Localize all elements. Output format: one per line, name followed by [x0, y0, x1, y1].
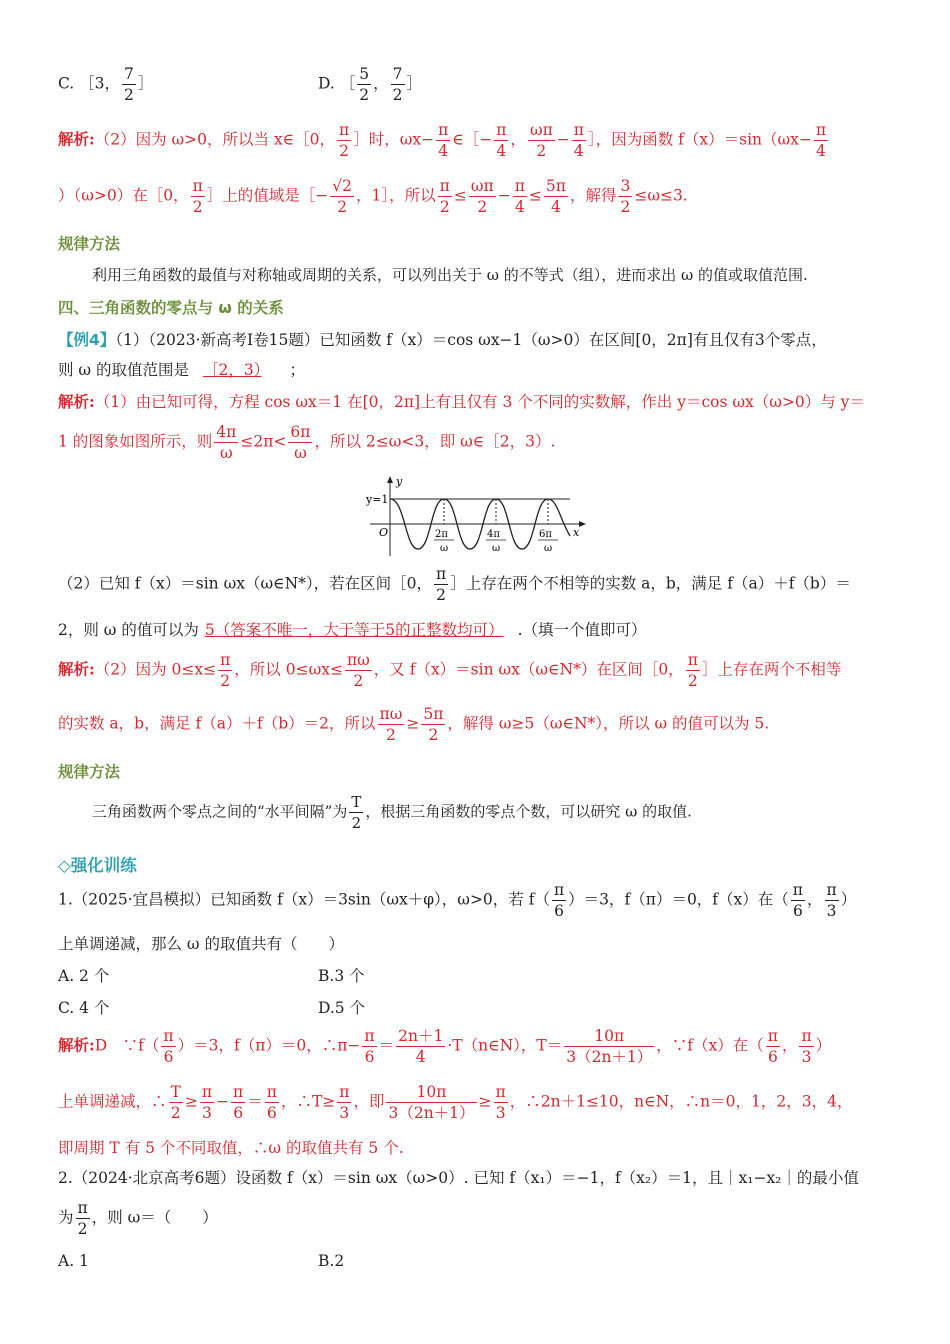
question-2-line2: 为 $\frac{\pi}{2}$ ，则 ω＝（ ）: [58, 1199, 218, 1238]
cosine-graph: [360, 474, 590, 558]
graph-tick-den: ω: [492, 543, 501, 554]
graph-tick-2pi: 2π: [435, 529, 448, 540]
graph-tick-4pi: 4π: [487, 529, 500, 540]
question-1-line2: 上单调递减，那么 ω 的取值共有（ ）: [58, 935, 344, 953]
example-4-part2-line1: （2）已知 f（x）＝sin ωx（ω∈N*），若在区间［0， $\frac{\pi}{2}$ ］上存在两个不相等的实数 a，b，满足 f（a）＋f（b）＝: [58, 565, 851, 604]
rule-title-2: 规律方法: [58, 763, 121, 781]
q1-solution-line2: 上单调递减，∴ $\frac{T}{2}$ ≥ $\frac{\pi}{3}$ − $\frac{\pi}{6}$ ＝ $\frac{\pi}{6}$ ，∴T≥ $\frac{\pi}{3}$ ，即 $\frac{10\pi}{3(2n+1)}$ ≥ $\frac{\pi}{3}$ ，∴2n＋1≤10，n∈N，∴n＝0，1，2，3，4，: [58, 1083, 853, 1122]
rule-text-2: 三角函数两个零点之间的“水平间隔”为 $\frac{T}{2}$ ，根据三角函数的零点个数，可以研究 ω 的取值.: [92, 793, 692, 832]
answer-blank: ［2，3）: [203, 361, 262, 379]
graph-x-label: x: [573, 526, 580, 539]
training-heading: ◇强化训练: [58, 856, 137, 875]
graph-y-label: y: [396, 475, 403, 488]
q1-solution-line3: 即周期 T 有 5 个不同取值，∴ω 的取值共有 5 个.: [58, 1139, 404, 1157]
q2-option-b[interactable]: B.2: [318, 1252, 345, 1270]
graph-y1-label: y=1: [366, 493, 389, 506]
example-4-line2: 则 ω 的取值范围是 ［2，3） ；: [58, 361, 305, 379]
graph-tick-den: ω: [440, 543, 449, 554]
q1-option-b[interactable]: B.3 个: [318, 967, 365, 985]
question-1-line1: 1.（2025·宜昌模拟）已知函数 f（x）＝3sin（ωx＋φ），ω>0，若 f（ $\frac{\pi}{6}$ ）＝3，f（π）＝0，f（x）在（ $\frac{\pi}{6}$ ， $\frac{\pi}{3}$ ）: [58, 881, 857, 920]
graph-origin-label: O: [379, 526, 389, 539]
q1-option-a[interactable]: A. 2 个: [58, 967, 110, 985]
graph-tick-den: ω: [544, 543, 553, 554]
example-4-part2-line2: 2，则 ω 的值可以为 5（答案不唯一，大于等于5的正整数均可） .（填一个值即可）: [58, 621, 647, 639]
option-d: D. ［ $\frac{5}{2}$ ， $\frac{7}{2}$ ］: [318, 65, 423, 104]
rule-text-1: 利用三角函数的最值与对称轴或周期的关系，可以列出关于 ω 的不等式（组），进而求出 ω 的值或取值范围.: [92, 266, 808, 284]
graph-tick-6pi: 6π: [539, 529, 552, 540]
section-heading: 四、三角函数的零点与 ω 的关系: [58, 299, 284, 317]
rule-title-1: 规律方法: [58, 235, 121, 253]
q1-option-d[interactable]: D.5 个: [318, 999, 366, 1017]
example-4-line1: 【例4】（1）（2023·新高考Ⅰ卷15题）已知函数 f（x）＝cos ωx−1（ω>0）在区间[0，2π]有且仅有3个零点，: [58, 331, 827, 349]
q1-option-c[interactable]: C. 4 个: [58, 999, 110, 1017]
solution-2-line1: 解析:（2）因为 ω>0，所以当 x∈［0， $\frac{\pi}{2}$ ］时，ωx− $\frac{\pi}{4}$ ∈［− $\frac{\pi}{4}$ ， $\frac{\omega\pi}{2}$ − $\frac{\pi}{4}$ ］，因为函数 f（x）＝sin（ωx− $\frac{\pi}{4}$: [58, 121, 827, 160]
q2-option-a[interactable]: A. 1: [58, 1252, 89, 1270]
answer-blank-2: 5（答案不唯一，大于等于5的正整数均可）: [204, 621, 504, 639]
example-4-part2-solution-line2: 的实数 a，b，满足 f（a）＋f（b）＝2，所以 $\frac{\pi\omega}{2}$ ≥ $\frac{5\pi}{2}$ ，解得 ω≥5（ω∈N*），所以 ω 的值可以为 5.: [58, 705, 770, 744]
example-4-part2-solution-line1: 解析:（2）因为 0≤x≤ $\frac{\pi}{2}$ ，所以 0≤ωx≤ $\frac{\pi\omega}{2}$ ，又 f（x）＝sin ωx（ω∈N*）在区间［0， $\frac{\pi}{2}$ ］上存在两个不相等: [58, 651, 842, 690]
option-c: C. ［3， $\frac{7}{2}$ ］: [58, 65, 154, 104]
example-4-solution-line1: 解析:（1）由已知可得，方程 cos ωx＝1 在[0，2π]上有且仅有 3 个不同的实数解，作出 y＝cos ωx（ω>0）与 y＝: [58, 392, 865, 411]
question-2-line1: 2.（2024·北京高考6题）设函数 f（x）＝sin ωx（ω>0）. 已知 f（x₁）＝−1，f（x₂）＝1，且｜x₁−x₂｜的最小值: [58, 1169, 859, 1187]
q1-solution-line1: 解析:D ∵f（ $\frac{\pi}{6}$ ）＝3，f（π）＝0，∴π− $\frac{\pi}{6}$ ＝ $\frac{2n+1}{4}$ ·T（n∈N），T＝ $\frac{10\pi}{3(2n+1)}$ ，∵f（x）在（ $\frac{\pi}{6}$ ， $\frac{\pi}{3}$ ）: [58, 1027, 832, 1066]
solution-2-line2: ）（ω>0）在［0， $\frac{\pi}{2}$ ］上的值域是［− $\frac{√2}{2}$ ，1］，所以 $\frac{\pi}{2}$ ≤ $\frac{\omega\pi}{2}$ − $\frac{\pi}{4}$ ≤ $\frac{5\pi}{4}$ ，解得 $\frac{3}{2}$ ≤ω≤3.: [58, 177, 688, 216]
example-4-solution-line2: 1 的图象如图所示，则 $\frac{4\pi}{\omega}$ ≤2π< $\frac{6\pi}{\omega}$ ，所以 2≤ω<3，即 ω∈［2，3）.: [58, 423, 556, 462]
